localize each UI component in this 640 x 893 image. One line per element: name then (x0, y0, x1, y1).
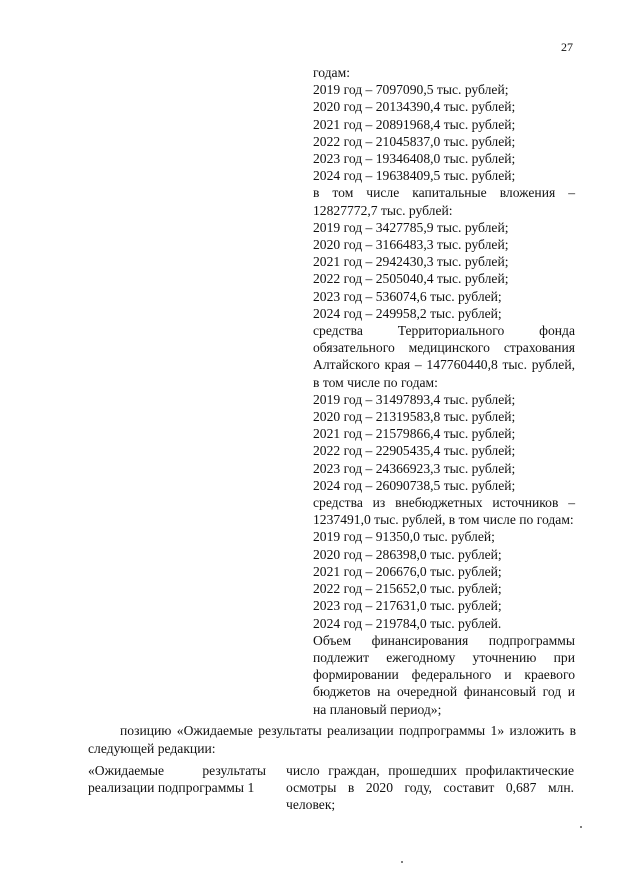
offbudget-line: 2022 год – 215652,0 тыс. рублей; (313, 581, 502, 597)
tfoms-intro: средства Территориального фонда обязательного медицинского страхования Алтайского края – 147760440,8 тыс. рублей, в том числе по годам: (313, 323, 575, 390)
financing-line: 2022 год – 21045837,0 тыс. рублей; (313, 133, 516, 149)
scan-speck (580, 826, 582, 828)
capital-line: 2021 год – 2942430,3 тыс. рублей; (313, 254, 509, 270)
offbudget-line: 2019 год – 91350,0 тыс. рублей; (313, 529, 495, 545)
capital-line: 2024 год – 249958,2 тыс. рублей; (313, 305, 502, 321)
tfoms-line: 2024 год – 26090738,5 тыс. рублей; (313, 477, 516, 493)
tfoms-line: 2019 год – 31497893,4 тыс. рублей; (313, 391, 516, 407)
financing-block (313, 64, 575, 718)
results-table-value: число граждан, прошедших профилактические осмотры в 2020 году, составит 0,687 млн. человек; (286, 763, 574, 813)
main-paragraph: позицию «Ожидаемые результаты реализации подпрограммы 1» изложить в следующей редакции: (88, 723, 576, 756)
capital-line: 2022 год – 2505040,4 тыс. рублей; (313, 271, 509, 287)
financing-line: 2021 год – 20891968,4 тыс. рублей; (313, 116, 516, 132)
offbudget-line: 2023 год – 217631,0 тыс. рублей; (313, 598, 502, 614)
financing-line: 2024 год – 19638409,5 тыс. рублей; (313, 168, 516, 184)
capital-line: 2023 год – 536074,6 тыс. рублей; (313, 288, 502, 304)
financing-closing: Объем финансирования подпрограммы подлежит ежегодному уточнению при формировании федерального и краевого бюджетов на очередной финансовый год и на плановый период»; (313, 632, 575, 717)
capital-line: 2019 год – 3427785,9 тыс. рублей; (313, 219, 509, 235)
tfoms-line: 2021 год – 21579866,4 тыс. рублей; (313, 426, 516, 442)
capital-intro: в том числе капитальные вложения – 12827772,7 тыс. рублей: (313, 185, 575, 218)
offbudget-intro: средства из внебюджетных источников – 1237491,0 тыс. рублей, в том числе по годам: (313, 495, 575, 528)
results-table-label: «Ожидаемые результаты реализации подпрограммы 1 (88, 763, 266, 796)
offbudget-line: 2021 год – 206676,0 тыс. рублей; (313, 563, 502, 579)
offbudget-line: 2020 год – 286398,0 тыс. рублей; (313, 546, 502, 562)
financing-line: 2023 год – 19346408,0 тыс. рублей; (313, 151, 516, 167)
tfoms-line: 2022 год – 22905435,4 тыс. рублей; (313, 443, 516, 459)
financing-line: 2019 год – 7097090,5 тыс. рублей; (313, 82, 509, 98)
page-number: 27 (561, 40, 573, 54)
tfoms-line: 2020 год – 21319583,8 тыс. рублей; (313, 409, 516, 425)
offbudget-line: 2024 год – 219784,0 тыс. рублей. (313, 615, 502, 631)
tfoms-line: 2023 год – 24366923,3 тыс. рублей; (313, 460, 516, 476)
capital-line: 2020 год – 3166483,3 тыс. рублей; (313, 237, 509, 253)
financing-line: годам: (313, 65, 350, 80)
scan-speck (401, 861, 403, 863)
financing-line: 2020 год – 20134390,4 тыс. рублей; (313, 99, 516, 115)
